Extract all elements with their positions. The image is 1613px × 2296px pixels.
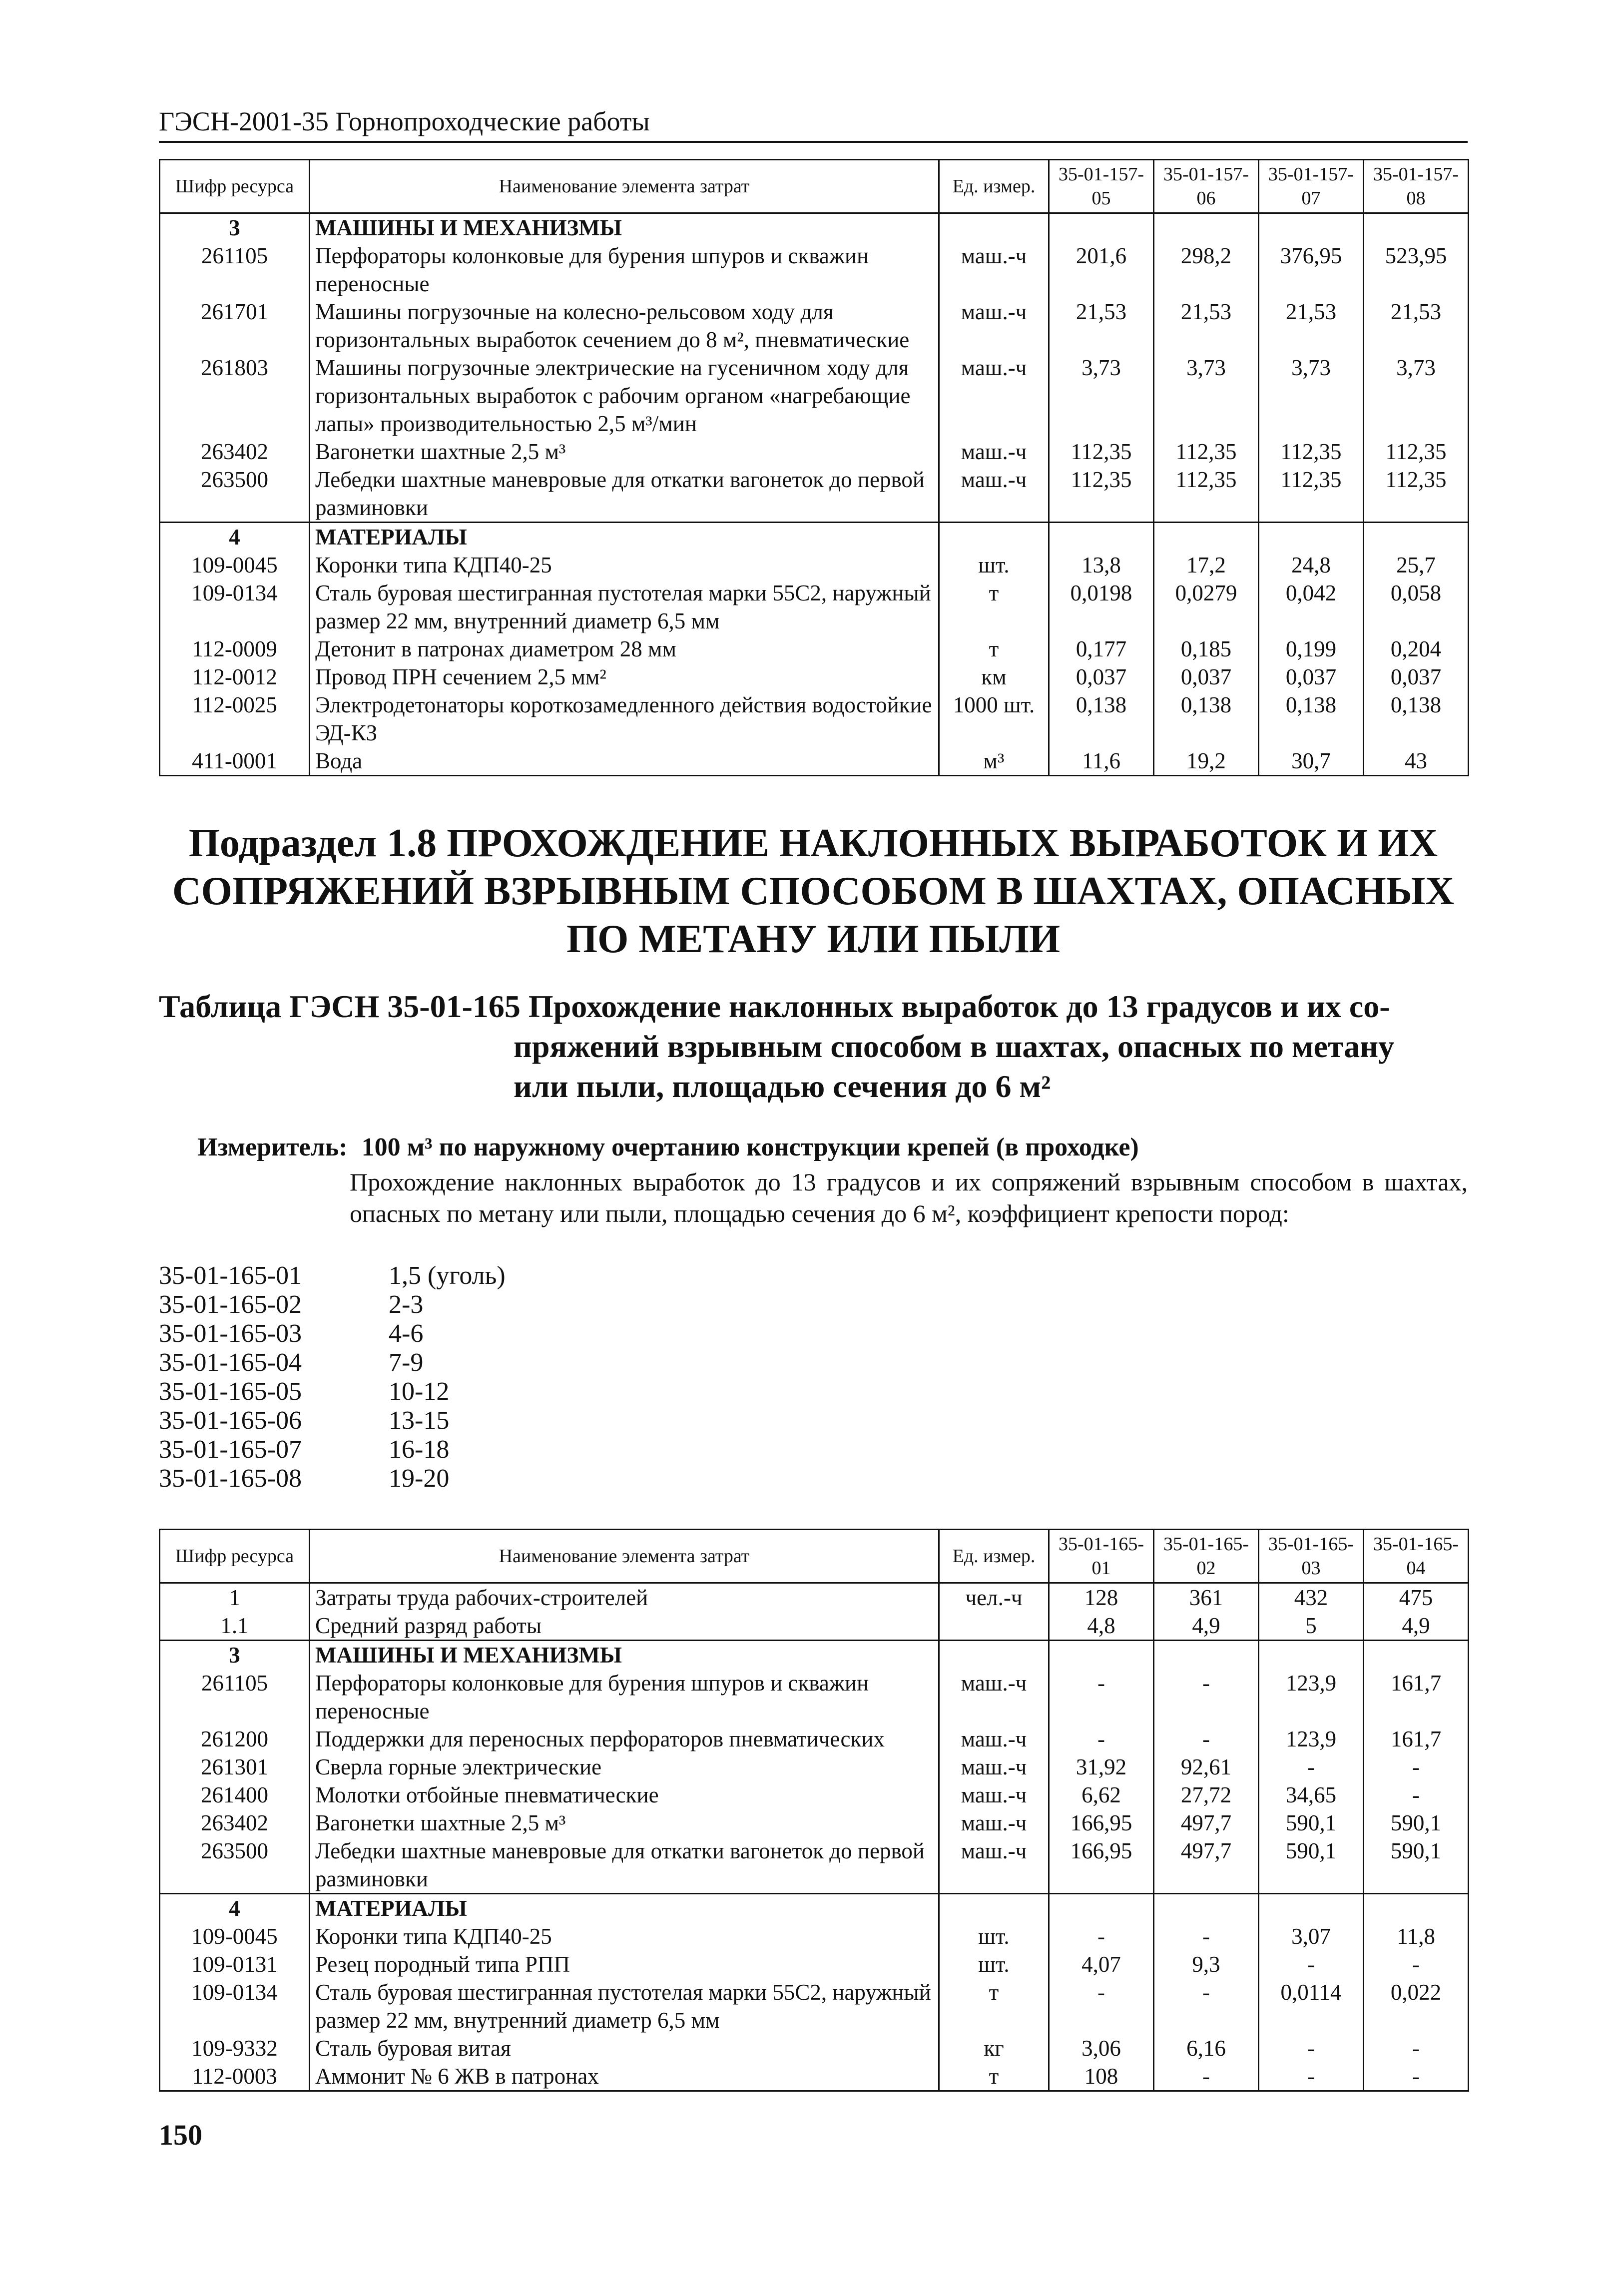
value-cell: 590,1 [1364,1809,1469,1837]
resource-code: 261701 [160,298,310,354]
table-header [160,1530,1469,1583]
resource-table-157 [159,159,1469,776]
value-cell: 166,95 [1049,1837,1154,1894]
unit-cell: т [939,2062,1049,2091]
value-cell: 123,9 [1259,1725,1364,1753]
value-cell: 3,07 [1259,1922,1364,1950]
value-cell: 201,6 [1049,242,1154,298]
value-cell: - [1259,2034,1364,2062]
value-cell: 161,7 [1364,1725,1469,1753]
variant-code: 35-01-165-05 [159,1377,302,1406]
section-header-row [160,1894,1469,1923]
value-cell: - [1364,1781,1469,1809]
value-cell: 590,1 [1364,1837,1469,1894]
column-header: 35-01-157-07 [1259,160,1364,213]
unit-cell [939,1612,1049,1641]
resource-code: 109-0134 [160,1978,310,2034]
table-row [160,466,1469,523]
value-cell: - [1154,1669,1259,1725]
table-header [160,160,1469,213]
variant-code: 35-01-165-06 [159,1406,302,1435]
empty-cell [1049,1894,1154,1923]
value-cell: 5 [1259,1612,1364,1641]
value-cell: - [1154,1725,1259,1753]
unit-cell: шт. [939,1950,1049,1978]
table-row [160,242,1469,298]
resource-name: Электродетонаторы короткозамедленного действия водостойкие ЭД-КЗ [310,691,939,747]
table-section [160,523,1469,776]
empty-cell [939,523,1049,552]
unit-cell: маш.-ч [939,242,1049,298]
value-cell: 92,61 [1154,1753,1259,1781]
resource-name: Аммонит № 6 ЖВ в патронах [310,2062,939,2091]
table-row [160,1669,1469,1725]
empty-cell [1259,523,1364,552]
unit-cell: т [939,635,1049,663]
table-section [160,1583,1469,1641]
meter-value: 100 м³ по наружному очертанию конструкции крепей (в проходке) [361,1133,1139,1161]
value-cell: - [1154,1922,1259,1950]
value-cell: 0,199 [1259,635,1364,663]
variant-row [159,1464,506,1493]
section-header-row [160,213,1469,242]
resource-code: 263500 [160,1837,310,1894]
empty-cell [1364,1641,1469,1670]
resource-name: Сталь буровая шестигранная пустотелая марки 55С2, наружный размер 22 мм, внутренний диаметр 6,5 мм [310,579,939,635]
column-header: Шифр ресурса [160,1530,310,1583]
value-cell: 590,1 [1259,1837,1364,1894]
resource-name: Вода [310,747,939,776]
unit-cell: шт. [939,1922,1049,1950]
table-row [160,1922,1469,1950]
empty-cell [1259,1894,1364,1923]
value-cell: 0,0114 [1259,1978,1364,2034]
value-cell: 0,0198 [1049,579,1154,635]
value-cell: 3,73 [1364,354,1469,438]
value-cell: 25,7 [1364,551,1469,579]
resource-name: Вагонетки шахтные 2,5 м³ [310,438,939,466]
resource-code: 261400 [160,1781,310,1809]
resource-name: Провод ПРН сечением 2,5 мм² [310,663,939,691]
variant-code: 35-01-165-01 [159,1261,302,1290]
column-header: Ед. измер. [939,1530,1049,1583]
value-cell: 0,022 [1364,1978,1469,2034]
empty-cell [939,1894,1049,1923]
value-cell: 4,07 [1049,1950,1154,1978]
resource-code: 112-0003 [160,2062,310,2091]
table-title-line: или пыли, площадью сечения до 6 м² [514,1069,1051,1104]
value-cell: 0,138 [1154,691,1259,747]
unit-cell: маш.-ч [939,354,1049,438]
column-header: 35-01-157-05 [1049,160,1154,213]
table-row [160,1583,1469,1612]
resource-name: Машины погрузочные на колесно-рельсовом ходу для горизонтальных выработок сечением до 8 м², пневматические [310,298,939,354]
value-cell: 6,16 [1154,2034,1259,2062]
page-number: 150 [159,2119,202,2151]
empty-cell [1154,1641,1259,1670]
column-header: 35-01-165-04 [1364,1530,1469,1583]
value-cell: 112,35 [1364,438,1469,466]
value-cell: 0,185 [1154,635,1259,663]
value-cell: 0,177 [1049,635,1154,663]
column-header: 35-01-165-03 [1259,1530,1364,1583]
unit-cell: маш.-ч [939,438,1049,466]
table-row [160,298,1469,354]
resource-name: Сверла горные электрические [310,1753,939,1781]
value-cell: 497,7 [1154,1837,1259,1894]
variant-list [159,1261,506,1493]
table-row [160,1837,1469,1894]
section-code: 4 [160,523,310,552]
value-cell: 21,53 [1364,298,1469,354]
resource-name: Молотки отбойные пневматические [310,1781,939,1809]
empty-cell [1154,523,1259,552]
table-row [160,1950,1469,1978]
value-cell: - [1364,1950,1469,1978]
value-cell: 0,037 [1049,663,1154,691]
table-row [160,2062,1469,2091]
resource-code: 261301 [160,1753,310,1781]
variant-value: 1,5 (уголь) [389,1261,506,1290]
value-cell: 523,95 [1364,242,1469,298]
resource-name: Затраты труда рабочих-строителей [310,1583,939,1612]
table-section [160,213,1469,523]
value-cell: 0,037 [1259,663,1364,691]
variant-row [159,1377,506,1406]
unit-cell: т [939,1978,1049,2034]
table-row [160,1809,1469,1837]
unit-cell: 1000 шт. [939,691,1049,747]
table-row [160,747,1469,776]
resource-code: 109-0045 [160,1922,310,1950]
resource-code: 112-0012 [160,663,310,691]
resource-code: 112-0009 [160,635,310,663]
subsection-title: Подраздел 1.8 ПРОХОЖДЕНИЕ НАКЛОННЫХ ВЫРАБОТОК И ИХ СОПРЯЖЕНИЙ ВЗРЫВНЫМ СПОСОБОМ В ШАХТАХ, ОПАСНЫХ ПО МЕТАНУ ИЛИ ПЫЛИ [172,821,1455,961]
value-cell: 11,6 [1049,747,1154,776]
value-cell: 21,53 [1049,298,1154,354]
value-cell: 0,0279 [1154,579,1259,635]
value-cell: 161,7 [1364,1669,1469,1725]
table-section [160,1641,1469,1894]
value-cell: 112,35 [1364,466,1469,523]
variant-row [159,1435,506,1464]
value-cell: - [1154,1978,1259,2034]
unit-cell: шт. [939,551,1049,579]
value-cell: - [1259,1950,1364,1978]
value-cell: 4,9 [1154,1612,1259,1641]
variant-value: 19-20 [389,1464,450,1493]
resource-name: Вагонетки шахтные 2,5 м³ [310,1809,939,1837]
empty-cell [1259,213,1364,242]
value-cell: 166,95 [1049,1809,1154,1837]
unit-cell: км [939,663,1049,691]
value-cell: 112,35 [1259,466,1364,523]
value-cell: 31,92 [1049,1753,1154,1781]
value-cell: 17,2 [1154,551,1259,579]
value-cell: 0,138 [1049,691,1154,747]
unit-cell: маш.-ч [939,1809,1049,1837]
empty-cell [1049,213,1154,242]
variant-row [159,1319,506,1348]
table-row [160,2034,1469,2062]
table-row [160,438,1469,466]
unit-cell: маш.-ч [939,466,1049,523]
resource-code: 261200 [160,1725,310,1753]
value-cell: 0,138 [1364,691,1469,747]
unit-cell: маш.-ч [939,1669,1049,1725]
variant-row [159,1261,506,1290]
resource-code: 263402 [160,1809,310,1837]
empty-cell [939,1641,1049,1670]
value-cell: 19,2 [1154,747,1259,776]
unit-cell: маш.-ч [939,1781,1049,1809]
resource-code: 263500 [160,466,310,523]
resource-table-165 [159,1529,1469,2092]
value-cell: 298,2 [1154,242,1259,298]
resource-name: Сталь буровая шестигранная пустотелая марки 55С2, наружный размер 22 мм, внутренний диаметр 6,5 мм [310,1978,939,2034]
value-cell: 112,35 [1049,438,1154,466]
resource-name: Средний разряд работы [310,1612,939,1641]
table-title [159,987,1468,1107]
value-cell: 13,8 [1049,551,1154,579]
empty-cell [1364,523,1469,552]
resource-name: Перфораторы колонковые для бурения шпуров и скважин переносные [310,242,939,298]
value-cell: - [1259,1753,1364,1781]
variant-code: 35-01-165-03 [159,1319,302,1348]
value-cell: 112,35 [1259,438,1364,466]
resource-code: 1 [160,1583,310,1612]
variant-code: 35-01-165-02 [159,1290,302,1319]
value-cell: 34,65 [1259,1781,1364,1809]
table-title-line: Таблица ГЭСН 35-01-165 Прохождение наклонных выработок до 13 градусов и их со- [159,989,1390,1024]
value-cell: 108 [1049,2062,1154,2091]
resource-code: 109-0131 [160,1950,310,1978]
table-row [160,1725,1469,1753]
variant-row [159,1348,506,1377]
value-cell: 24,8 [1259,551,1364,579]
table-row [160,1781,1469,1809]
resource-code: 261105 [160,1669,310,1725]
table-row [160,1753,1469,1781]
column-header: Наименование элемента затрат [310,1530,939,1583]
table-section [160,1894,1469,2091]
value-cell: 27,72 [1154,1781,1259,1809]
table-row [160,691,1469,747]
table-row [160,1978,1469,2034]
column-header: 35-01-165-02 [1154,1530,1259,1583]
section-code: 4 [160,1894,310,1923]
value-cell: - [1259,2062,1364,2091]
variant-row [159,1290,506,1319]
resource-name: Лебедки шахтные маневровые для откатки вагонеток до первой разминовки [310,1837,939,1894]
value-cell: 128 [1049,1583,1154,1612]
value-cell: - [1154,2062,1259,2091]
resource-name: Детонит в патронах диаметром 28 мм [310,635,939,663]
variant-code: 35-01-165-08 [159,1464,302,1493]
table-row [160,663,1469,691]
value-cell: 0,037 [1364,663,1469,691]
value-cell: 30,7 [1259,747,1364,776]
value-cell: 0,037 [1154,663,1259,691]
value-cell: 4,8 [1049,1612,1154,1641]
table-row [160,354,1469,438]
resource-name: Коронки типа КДП40-25 [310,551,939,579]
table-row [160,551,1469,579]
value-cell: 0,058 [1364,579,1469,635]
table-title-line: пряжений взрывным способом в шахтах, опасных по метану [514,1029,1395,1064]
section-title: МАТЕРИАЛЫ [310,1894,939,1923]
empty-cell [1259,1641,1364,1670]
value-cell: 361 [1154,1583,1259,1612]
section-title: МАТЕРИАЛЫ [310,523,939,552]
value-cell: 21,53 [1259,298,1364,354]
value-cell: 9,3 [1154,1950,1259,1978]
value-cell: - [1049,1669,1154,1725]
resource-name: Коронки типа КДП40-25 [310,1922,939,1950]
unit-cell: маш.-ч [939,1753,1049,1781]
unit-cell: маш.-ч [939,298,1049,354]
resource-code: 109-9332 [160,2034,310,2062]
empty-cell [1049,1641,1154,1670]
value-cell: 123,9 [1259,1669,1364,1725]
unit-cell: т [939,579,1049,635]
resource-name: Машины погрузочные электрические на гусеничном ходу для горизонтальных выработок с рабочим органом «нагребающие лапы» производительностью 2,5 м³/мин [310,354,939,438]
resource-code: 411-0001 [160,747,310,776]
column-header: Шифр ресурса [160,160,310,213]
value-cell: 0,138 [1259,691,1364,747]
section-header-row [160,1641,1469,1670]
resource-code: 109-0134 [160,579,310,635]
running-header: ГЭСН-2001-35 Горнопроходческие работы [159,104,1468,143]
variant-code: 35-01-165-04 [159,1348,302,1377]
section-header-row [160,523,1469,552]
unit-cell: маш.-ч [939,1837,1049,1894]
resource-name: Поддержки для переносных перфораторов пневматических [310,1725,939,1753]
section-title: МАШИНЫ И МЕХАНИЗМЫ [310,1641,939,1670]
section-code: 3 [160,1641,310,1670]
table-row [160,579,1469,635]
resource-code: 112-0025 [160,691,310,747]
variant-value: 16-18 [389,1435,450,1464]
value-cell: 21,53 [1154,298,1259,354]
variant-value: 10-12 [389,1377,450,1406]
column-header: 35-01-157-06 [1154,160,1259,213]
value-cell: 376,95 [1259,242,1364,298]
resource-name: Перфораторы колонковые для бурения шпуров и скважин переносные [310,1669,939,1725]
value-cell: - [1049,1725,1154,1753]
column-header: Наименование элемента затрат [310,160,939,213]
unit-cell: маш.-ч [939,1725,1049,1753]
variant-value: 7-9 [389,1348,424,1377]
section-code: 3 [160,213,310,242]
resource-name: Лебедки шахтные маневровые для откатки вагонеток до первой разминовки [310,466,939,523]
variant-value: 13-15 [389,1406,450,1435]
value-cell: 112,35 [1049,466,1154,523]
value-cell: - [1049,1922,1154,1950]
value-cell: 4,9 [1364,1612,1469,1641]
resource-code: 261105 [160,242,310,298]
value-cell: 0,042 [1259,579,1364,635]
value-cell: 112,35 [1154,438,1259,466]
value-cell: - [1364,1753,1469,1781]
value-cell: - [1049,1978,1154,2034]
resource-name: Резец породный типа РПП [310,1950,939,1978]
variant-code: 35-01-165-07 [159,1435,302,1464]
value-cell: 497,7 [1154,1809,1259,1837]
column-header: 35-01-165-01 [1049,1530,1154,1583]
variant-value: 4-6 [389,1319,424,1348]
unit-cell: кг [939,2034,1049,2062]
column-header: Ед. измер. [939,160,1049,213]
value-cell: 3,73 [1259,354,1364,438]
value-cell: 43 [1364,747,1469,776]
table-row [160,635,1469,663]
empty-cell [1364,1894,1469,1923]
value-cell: 3,06 [1049,2034,1154,2062]
meter-line [197,1132,1468,1163]
value-cell: 590,1 [1259,1809,1364,1837]
variant-value: 2-3 [389,1290,424,1319]
value-cell: 112,35 [1154,466,1259,523]
resource-name: Сталь буровая витая [310,2034,939,2062]
meter-label: Измеритель: [197,1133,348,1161]
value-cell: - [1364,2062,1469,2091]
column-header: 35-01-157-08 [1364,160,1469,213]
resource-code: 1.1 [160,1612,310,1641]
value-cell: 475 [1364,1583,1469,1612]
work-description: Прохождение наклонных выработок до 13 градусов и их сопряжений взрывным способом в шахтах, опасных по метану или пыли, площадью сечения до 6 м², коэффициент крепости пород: [350,1168,1468,1227]
unit-cell: чел.-ч [939,1583,1049,1612]
value-cell: - [1364,2034,1469,2062]
unit-cell: м³ [939,747,1049,776]
resource-code: 109-0045 [160,551,310,579]
value-cell: 0,204 [1364,635,1469,663]
empty-cell [1049,523,1154,552]
resource-code: 263402 [160,438,310,466]
value-cell: 6,62 [1049,1781,1154,1809]
empty-cell [939,213,1049,242]
value-cell: 3,73 [1049,354,1154,438]
section-title: МАШИНЫ И МЕХАНИЗМЫ [310,213,939,242]
empty-cell [1154,1894,1259,1923]
value-cell: 432 [1259,1583,1364,1612]
empty-cell [1364,213,1469,242]
empty-cell [1154,213,1259,242]
variant-row [159,1406,506,1435]
table-row [160,1612,1469,1641]
resource-code: 261803 [160,354,310,438]
value-cell: 11,8 [1364,1922,1469,1950]
value-cell: 3,73 [1154,354,1259,438]
